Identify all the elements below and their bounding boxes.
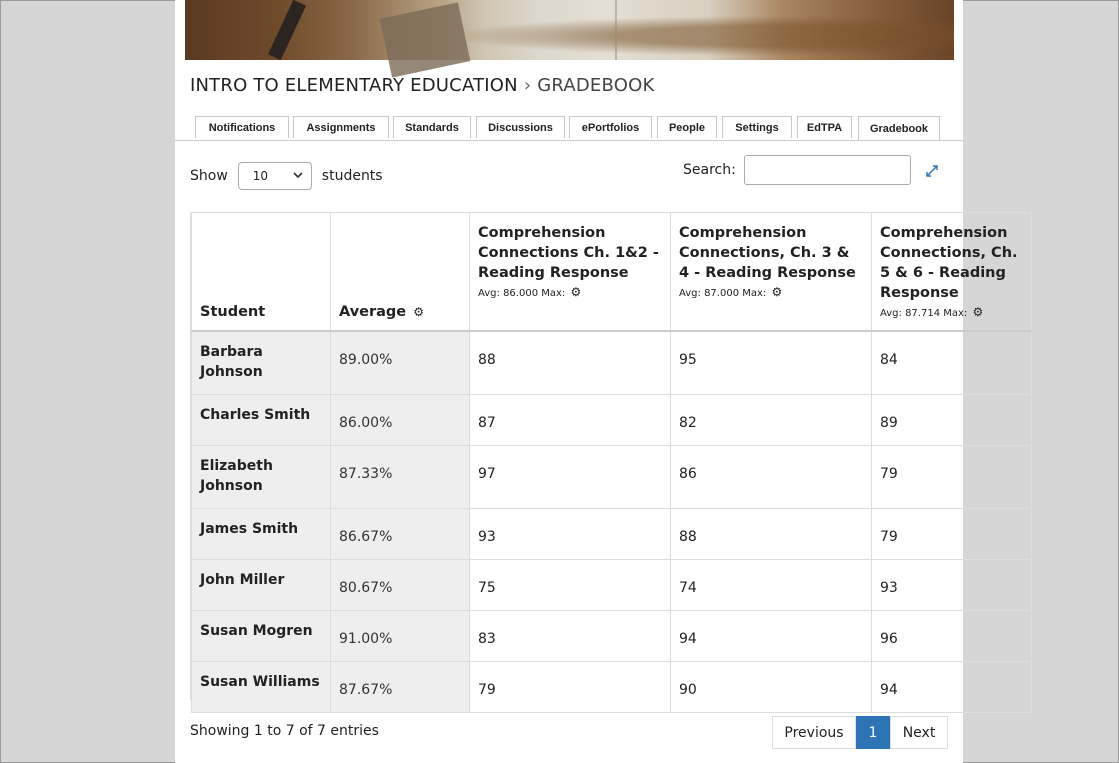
header-row: [192, 213, 1032, 331]
score-cell[interactable]: 75: [470, 559, 671, 610]
student-name[interactable]: Barbara Johnson: [192, 331, 331, 395]
expand-icon[interactable]: [924, 163, 940, 179]
student-average: 89.00%: [331, 331, 470, 395]
gradebook-table-container: [190, 212, 1018, 700]
gear-icon[interactable]: ⚙: [771, 285, 783, 299]
score-cell[interactable]: 94: [872, 661, 1032, 712]
score-cell[interactable]: 90: [671, 661, 872, 712]
column-header-average[interactable]: Average ⚙: [331, 213, 470, 331]
student-average: 87.33%: [331, 445, 470, 508]
score-cell[interactable]: 88: [470, 331, 671, 395]
column-header-assignment[interactable]: [470, 213, 671, 331]
score-cell[interactable]: 86: [671, 445, 872, 508]
score-cell[interactable]: 88: [671, 508, 872, 559]
score-cell[interactable]: 82: [671, 394, 872, 445]
students-label: students: [321, 168, 383, 184]
student-name[interactable]: Elizabeth Johnson: [192, 445, 331, 508]
score-cell[interactable]: 89: [872, 394, 1032, 445]
tab-edtpa[interactable]: EdTPA: [797, 116, 852, 138]
score-cell[interactable]: 93: [872, 559, 1032, 610]
student-name[interactable]: Susan Mogren: [192, 610, 331, 661]
tab-discussions[interactable]: Discussions: [476, 116, 565, 138]
page-size-control: [190, 162, 383, 190]
tab-standards[interactable]: Standards: [393, 116, 471, 138]
search-input[interactable]: [744, 155, 911, 185]
assignment-title: Comprehension Connections Ch. 1&2 - Reading Response: [478, 225, 659, 281]
column-header-assignment[interactable]: [872, 213, 1032, 331]
gear-icon[interactable]: ⚙: [972, 305, 984, 319]
score-cell[interactable]: 79: [872, 508, 1032, 559]
entries-info: Showing 1 to 7 of 7 entries: [190, 723, 379, 739]
table-row: [192, 610, 1032, 661]
page-title: [190, 75, 654, 96]
table-row: [192, 445, 1032, 508]
assignment-title: Comprehension Connections, Ch. 5 & 6 - Reading Response: [880, 225, 1018, 301]
score-cell[interactable]: 79: [470, 661, 671, 712]
student-name[interactable]: James Smith: [192, 508, 331, 559]
score-cell[interactable]: 79: [872, 445, 1032, 508]
score-cell[interactable]: 83: [470, 610, 671, 661]
section-name: GRADEBOOK: [537, 75, 655, 96]
pagination: [772, 716, 948, 749]
gradebook-table: [191, 212, 1032, 713]
score-cell[interactable]: 74: [671, 559, 872, 610]
student-average: 80.67%: [331, 559, 470, 610]
page-size-select[interactable]: [238, 162, 312, 190]
search-label: Search:: [683, 162, 736, 178]
score-cell[interactable]: 94: [671, 610, 872, 661]
table-row: [192, 331, 1032, 395]
previous-button[interactable]: Previous: [772, 716, 856, 749]
table-row: [192, 559, 1032, 610]
student-name[interactable]: John Miller: [192, 559, 331, 610]
page-size-value: 10: [252, 169, 269, 183]
chevron-down-icon: [293, 171, 303, 182]
show-label: Show: [190, 168, 228, 184]
column-header-student[interactable]: Student: [192, 213, 331, 331]
gear-icon[interactable]: ⚙: [570, 285, 582, 299]
tab-assignments[interactable]: Assignments: [293, 116, 389, 138]
column-header-assignment[interactable]: [671, 213, 872, 331]
course-tabs: [175, 115, 963, 141]
student-name[interactable]: Charles Smith: [192, 394, 331, 445]
table-row: [192, 508, 1032, 559]
student-average: 86.67%: [331, 508, 470, 559]
course-banner-image: [185, 0, 954, 60]
tab-gradebook[interactable]: Gradebook: [858, 116, 940, 140]
score-cell[interactable]: 93: [470, 508, 671, 559]
assignment-stats: Avg: 86.000 Max: ⚙: [478, 285, 582, 299]
table-row: [192, 394, 1032, 445]
tab-eportfolios[interactable]: ePortfolios: [569, 116, 652, 138]
student-name[interactable]: Susan Williams: [192, 661, 331, 712]
page-1-button[interactable]: 1: [856, 716, 890, 749]
assignment-stats: Avg: 87.714 Max: ⚙: [880, 305, 984, 319]
tab-people[interactable]: People: [657, 116, 717, 138]
score-cell[interactable]: 87: [470, 394, 671, 445]
assignment-title: Comprehension Connections, Ch. 3 & 4 - Reading Response: [679, 225, 856, 281]
course-name[interactable]: INTRO TO ELEMENTARY EDUCATION: [190, 75, 518, 96]
page-panel: [175, 0, 1018, 763]
table-row: [192, 661, 1032, 712]
student-average: 87.67%: [331, 661, 470, 712]
score-cell[interactable]: 95: [671, 331, 872, 395]
tab-settings[interactable]: Settings: [722, 116, 792, 138]
score-cell[interactable]: 97: [470, 445, 671, 508]
gear-icon[interactable]: ⚙: [413, 304, 424, 319]
score-cell[interactable]: 84: [872, 331, 1032, 395]
tab-notifications[interactable]: Notifications: [195, 116, 289, 138]
next-button[interactable]: Next: [890, 716, 948, 749]
breadcrumb-separator: ›: [523, 75, 532, 96]
search-control: [683, 155, 911, 185]
assignment-stats: Avg: 87.000 Max: ⚙: [679, 285, 783, 299]
student-average: 91.00%: [331, 610, 470, 661]
student-average: 86.00%: [331, 394, 470, 445]
score-cell[interactable]: 96: [872, 610, 1032, 661]
